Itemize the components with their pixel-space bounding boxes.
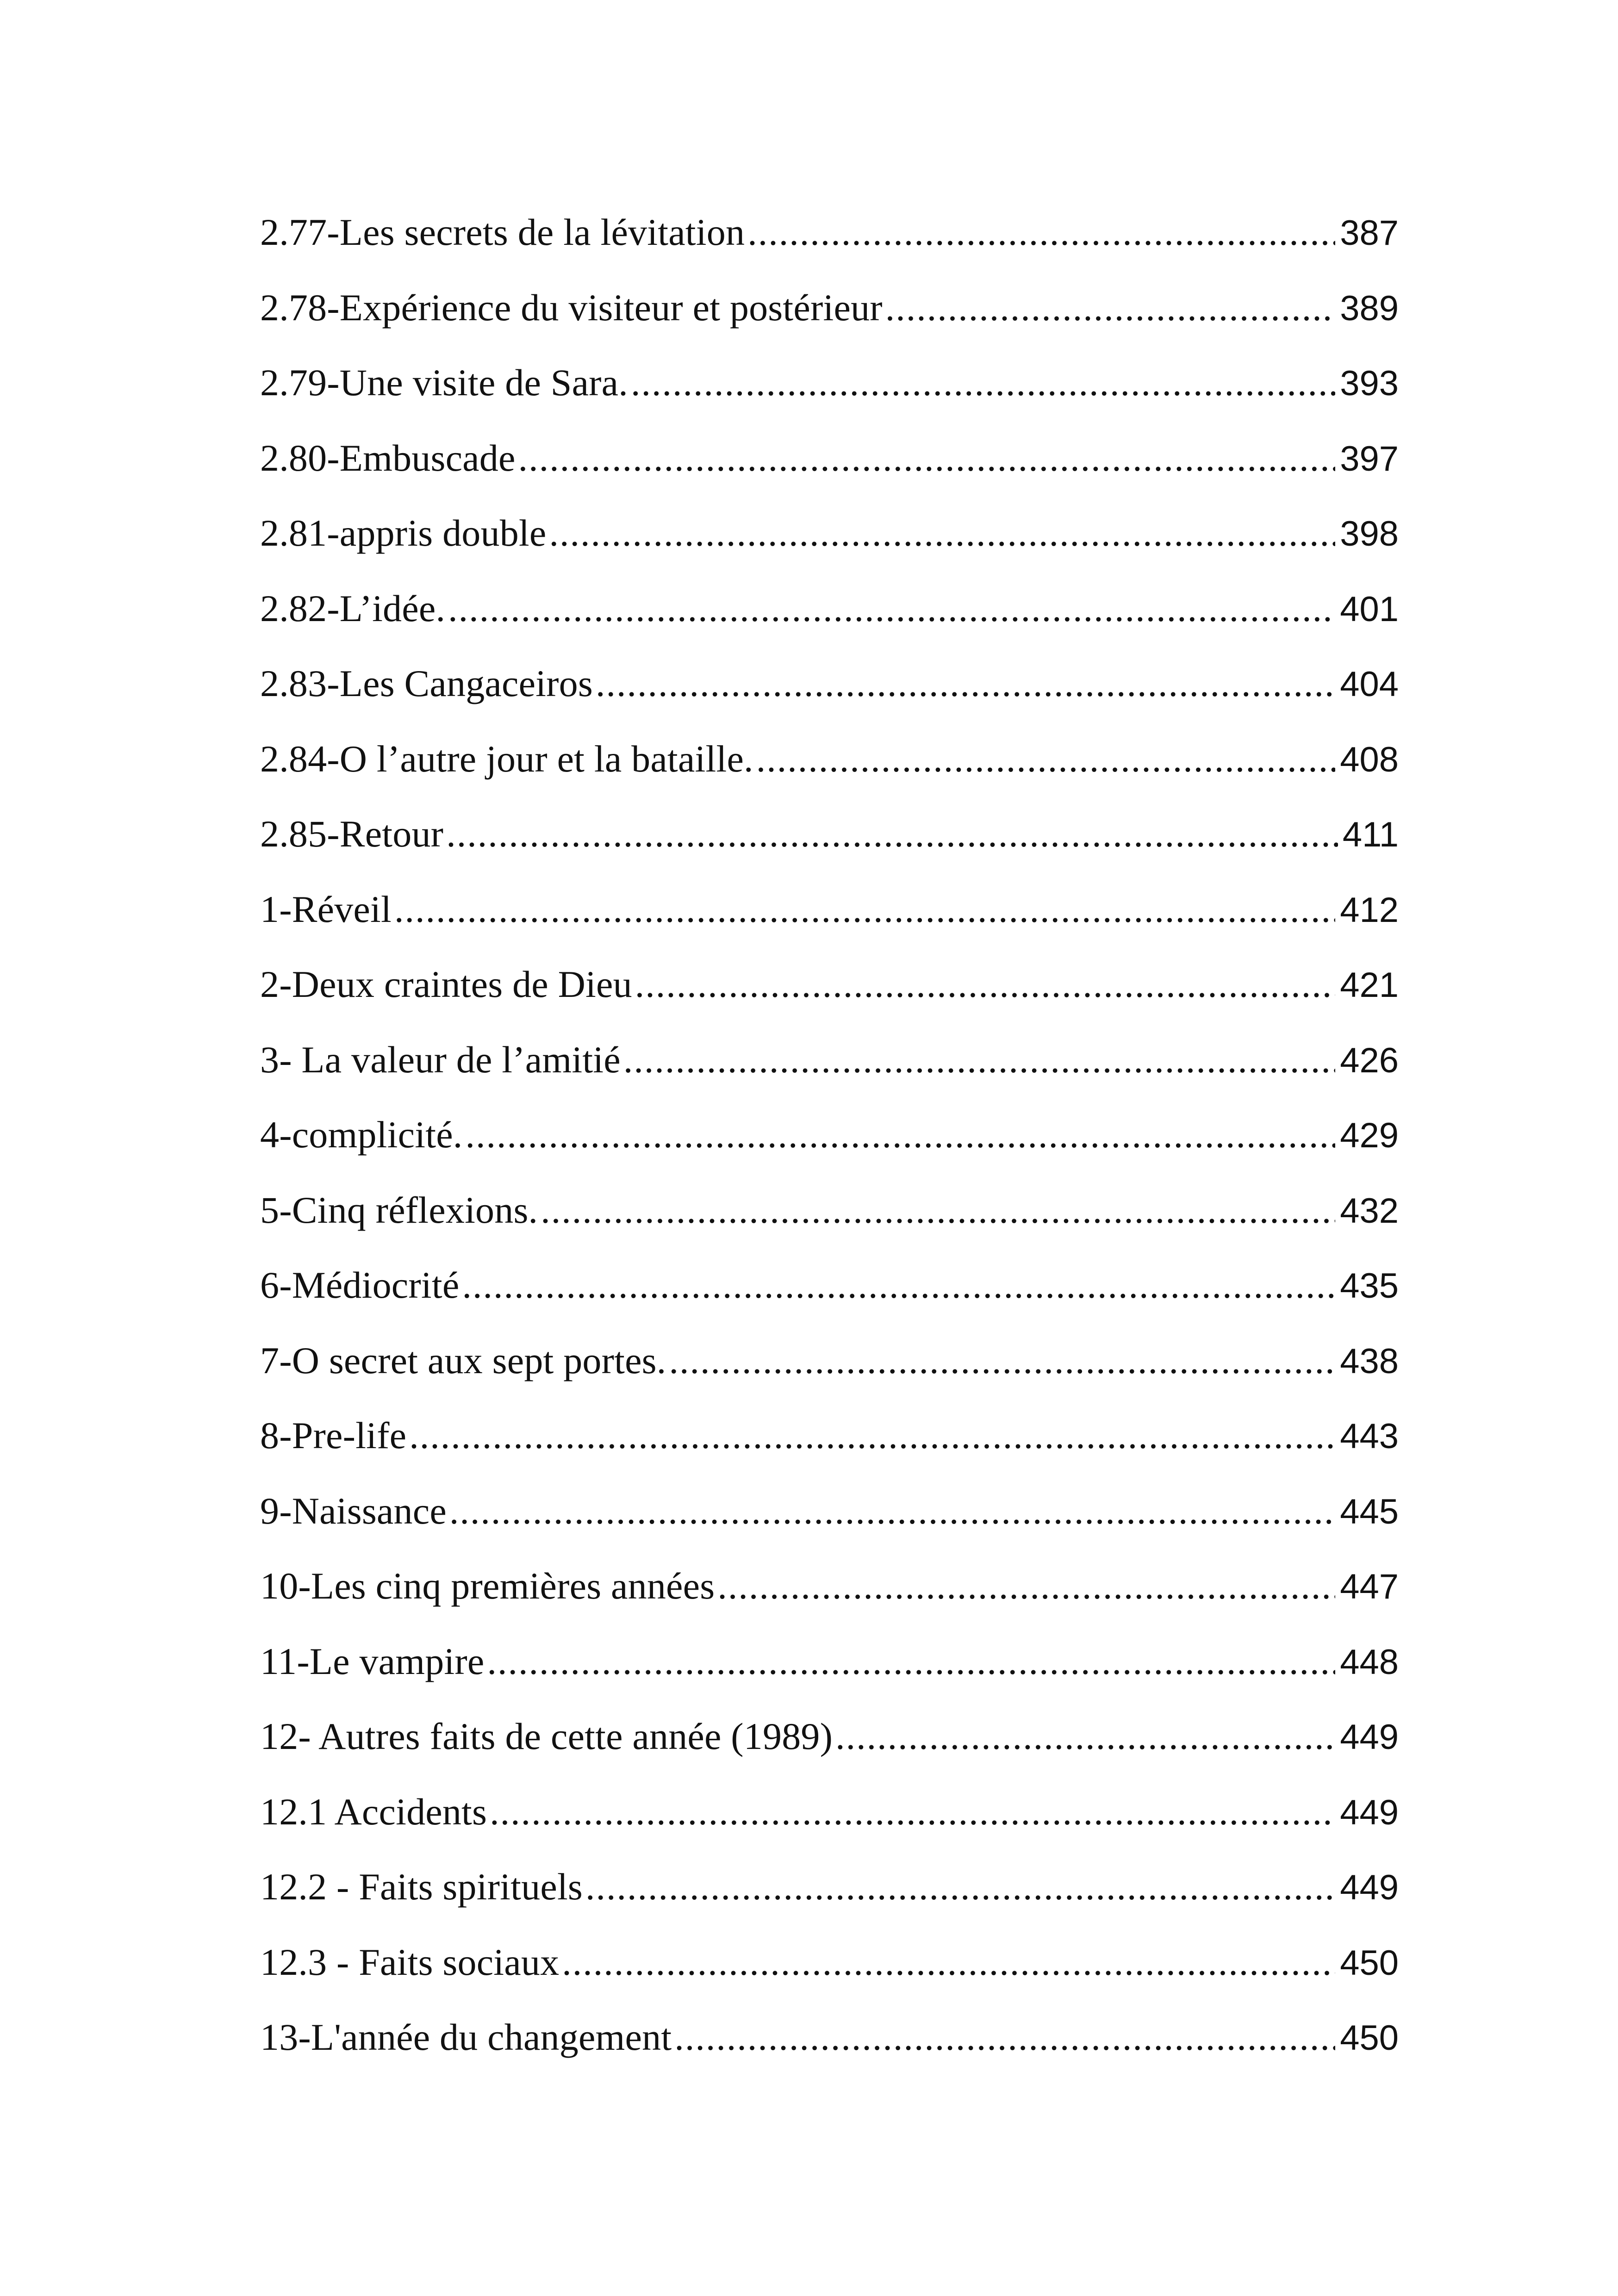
toc-entry-title: 4-complicité. (260, 1114, 463, 1156)
toc-entry[interactable] (260, 737, 1399, 813)
toc-page-number: 397 (1340, 439, 1399, 479)
toc-page-number: 412 (1340, 890, 1399, 930)
toc-page-number: 449 (1340, 1717, 1399, 1757)
toc-page-number: 398 (1340, 514, 1399, 554)
toc-dot-leader (541, 1188, 1335, 1232)
toc-entry-title: 2.78-Expérience du visiteur et postérieur (260, 286, 883, 329)
toc-entry-title: 3- La valeur de l’amitié (260, 1038, 621, 1081)
toc-page-number: 393 (1340, 364, 1399, 403)
toc-entry[interactable] (260, 1263, 1399, 1339)
toc-page-number: 443 (1340, 1417, 1399, 1456)
toc-entry-title: 2-Deux craintes de Dieu (260, 963, 632, 1005)
toc-entry[interactable] (260, 888, 1399, 963)
toc-entry[interactable] (260, 1715, 1399, 1790)
toc-page-number: 447 (1340, 1567, 1399, 1606)
toc-entry[interactable] (260, 2016, 1399, 2091)
toc-dot-leader (449, 1489, 1335, 1533)
toc-dot-leader (394, 888, 1335, 931)
toc-entry-title: 7-O secret aux sept portes. (260, 1339, 666, 1381)
toc-page-number: 449 (1340, 1868, 1399, 1907)
toc-entry[interactable] (260, 1564, 1399, 1640)
toc-entry[interactable] (260, 1188, 1399, 1264)
toc-dot-leader (885, 286, 1335, 330)
toc-page-number: 435 (1340, 1266, 1399, 1306)
toc-dot-leader (756, 737, 1335, 781)
toc-entry-title: 12.1 Accidents (260, 1790, 487, 1833)
toc-entry-title: 2.81-appris double (260, 512, 547, 554)
toc-entry[interactable] (260, 211, 1399, 286)
toc-entry-title: 2.84-O l’autre jour et la bataille. (260, 737, 753, 780)
toc-entry-title: 5-Cinq réflexions. (260, 1188, 538, 1231)
toc-entry[interactable] (260, 1414, 1399, 1489)
toc-entry-title: 12- Autres faits de cette année (1989) (260, 1715, 833, 1757)
toc-dot-leader (631, 361, 1335, 404)
toc-page-number: 411 (1342, 815, 1399, 854)
toc-page-number: 429 (1340, 1116, 1399, 1155)
toc-entry-title: 1-Réveil (260, 888, 392, 930)
toc-dot-leader (623, 1038, 1335, 1082)
toc-page-number: 432 (1340, 1191, 1399, 1231)
toc-dot-leader (562, 1941, 1335, 1984)
toc-dot-leader (448, 587, 1335, 630)
toc-page-number: 387 (1340, 213, 1399, 253)
toc-page-number: 408 (1340, 740, 1399, 779)
toc-dot-leader (518, 436, 1336, 480)
toc-dot-leader (635, 963, 1335, 1006)
toc-entry-title: 12.3 - Faits sociaux (260, 1941, 560, 1983)
toc-page-number: 449 (1340, 1792, 1399, 1832)
toc-dot-leader (446, 812, 1338, 856)
toc-entry[interactable] (260, 1941, 1399, 2016)
toc-dot-leader (835, 1715, 1335, 1758)
toc-dot-leader (596, 662, 1335, 705)
toc-page-number: 438 (1340, 1341, 1399, 1381)
toc-dot-leader (549, 511, 1335, 555)
toc-entry-title: 2.79-Une visite de Sara. (260, 361, 628, 404)
toc-entry-title: 2.83-Les Cangaceiros (260, 662, 593, 704)
toc-dot-leader (487, 1640, 1336, 1683)
toc-entry-title: 13-L'année du changement (260, 2016, 672, 2058)
toc-page-number: 401 (1340, 589, 1399, 629)
toc-page-number: 421 (1340, 965, 1399, 1005)
toc-page-number: 426 (1340, 1040, 1399, 1080)
toc-entry-title: 2.82-L’idée. (260, 587, 446, 629)
toc-page-number: 448 (1340, 1642, 1399, 1682)
toc-dot-leader (717, 1564, 1335, 1608)
toc-entry[interactable] (260, 1790, 1399, 1866)
toc-page-number: 450 (1340, 2018, 1399, 2058)
toc-entry[interactable] (260, 1113, 1399, 1188)
toc-entry[interactable] (260, 1640, 1399, 1715)
toc-dot-leader (585, 1865, 1335, 1909)
toc-entry-title: 6-Médiocrité (260, 1264, 460, 1306)
toc-page-number: 450 (1340, 1943, 1399, 1983)
toc-entry[interactable] (260, 812, 1399, 888)
toc-entry-title: 2.85-Retour (260, 813, 444, 855)
toc-entry[interactable] (260, 361, 1399, 436)
toc-dot-leader (669, 1339, 1336, 1382)
toc-entry-title: 9-Naissance (260, 1489, 447, 1532)
toc-entry[interactable] (260, 511, 1399, 587)
toc-entry[interactable] (260, 286, 1399, 361)
toc-entry[interactable] (260, 1865, 1399, 1941)
toc-entry[interactable] (260, 662, 1399, 737)
toc-dot-leader (466, 1113, 1336, 1157)
table-of-contents (260, 211, 1399, 2091)
toc-entry[interactable] (260, 436, 1399, 512)
toc-entry-title: 11-Le vampire (260, 1640, 485, 1682)
toc-entry[interactable] (260, 1339, 1399, 1414)
toc-entry-title: 10-Les cinq premières années (260, 1565, 715, 1607)
toc-entry-title: 12.2 - Faits spirituels (260, 1866, 583, 1908)
toc-entry[interactable] (260, 1038, 1399, 1114)
toc-entry-title: 2.77-Les secrets de la lévitation (260, 211, 745, 253)
toc-dot-leader (674, 2016, 1335, 2059)
toc-entry[interactable] (260, 963, 1399, 1038)
toc-dot-leader (490, 1790, 1335, 1834)
toc-page-number: 445 (1340, 1492, 1399, 1531)
toc-entry[interactable] (260, 1489, 1399, 1565)
toc-dot-leader (462, 1263, 1335, 1307)
toc-page-number: 389 (1340, 288, 1399, 328)
toc-dot-leader (747, 211, 1335, 254)
toc-entry[interactable] (260, 587, 1399, 662)
toc-dot-leader (409, 1414, 1335, 1457)
toc-entry-title: 2.80-Embuscade (260, 436, 516, 479)
toc-entry-title: 8-Pre-life (260, 1414, 407, 1456)
toc-page-number: 404 (1340, 665, 1399, 704)
